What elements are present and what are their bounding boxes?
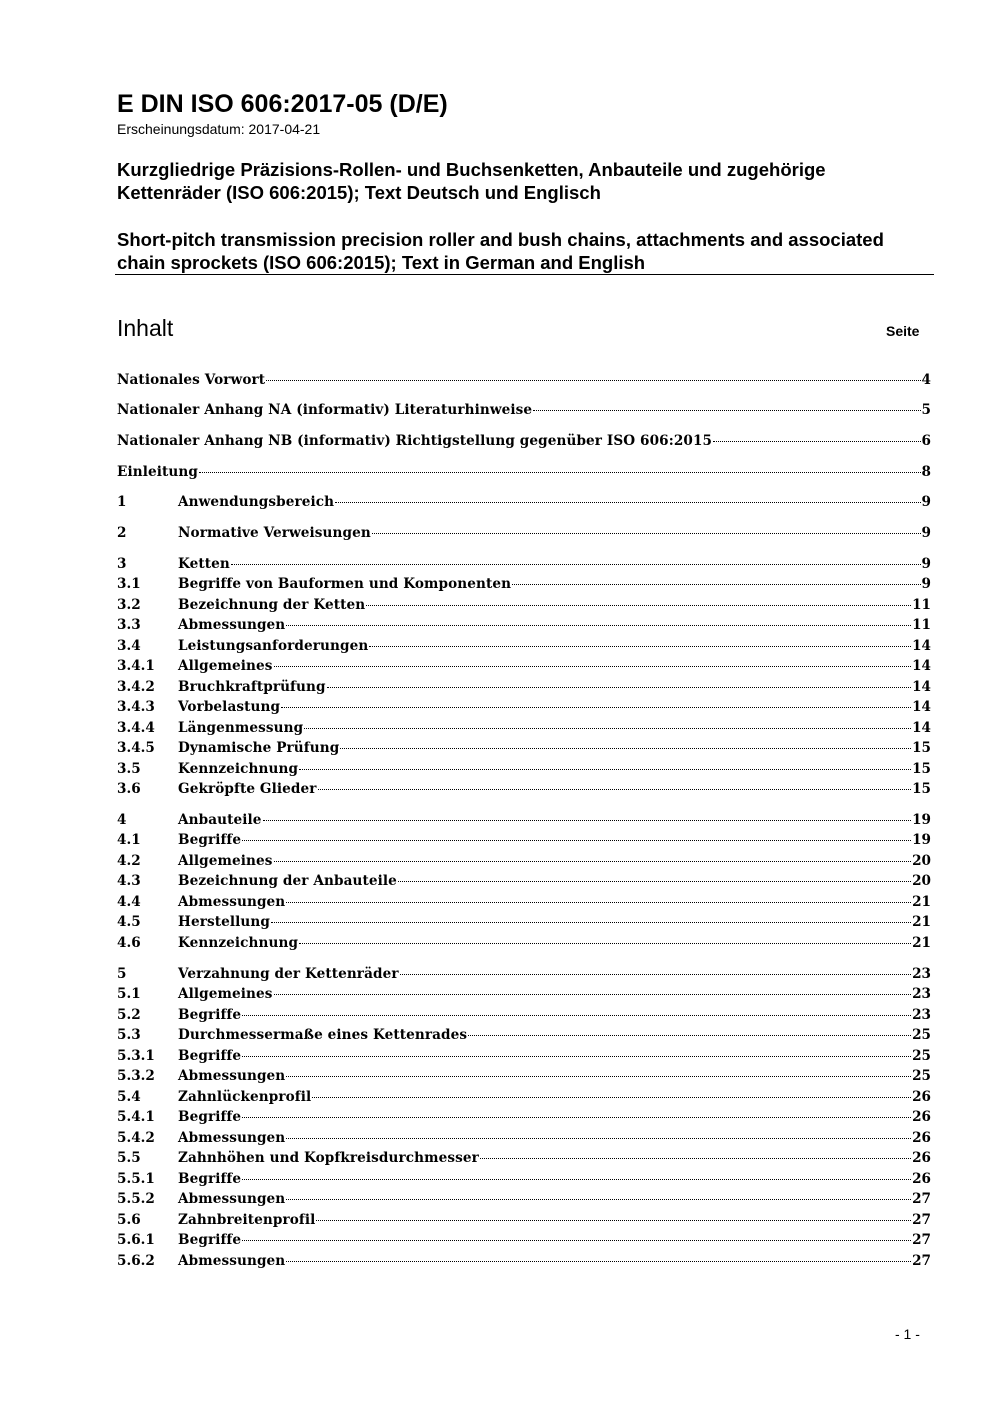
toc-entry-page: 25 — [912, 1027, 931, 1043]
toc-entry-number: 3.4.3 — [117, 699, 155, 715]
toc-entry[interactable] — [117, 1107, 931, 1127]
toc-dot-leader — [318, 789, 912, 790]
toc-dot-leader — [286, 1199, 911, 1200]
toc-entry-title: Nationaler Anhang NA (informativ) Literaturhinweise — [117, 402, 533, 418]
toc-entry-title: Abmessungen — [178, 1068, 286, 1084]
toc-entry[interactable] — [117, 851, 931, 871]
toc-entry-title: Durchmessermaße eines Kettenrades — [178, 1027, 468, 1043]
toc-entry[interactable] — [117, 677, 931, 697]
toc-entry[interactable] — [117, 779, 931, 799]
toc-dot-leader — [274, 994, 912, 995]
toc-entry-title: Dynamische Prüfung — [178, 740, 340, 756]
toc-dot-leader — [274, 861, 912, 862]
toc-entry-title: Abmessungen — [178, 894, 286, 910]
toc-entry-number: 5.6 — [117, 1212, 141, 1228]
toc-entry-title: Bezeichnung der Ketten — [178, 597, 366, 613]
toc-entry[interactable] — [117, 1066, 931, 1086]
toc-entry-number: 3.2 — [117, 597, 141, 613]
toc-entry-page: 21 — [912, 894, 931, 910]
toc-entry-title: Abmessungen — [178, 1130, 286, 1146]
toc-entry[interactable] — [117, 574, 931, 594]
toc-dot-leader — [304, 728, 911, 729]
toc-dot-leader — [299, 943, 911, 944]
toc-entry-page: 14 — [912, 658, 931, 674]
toc-entry[interactable] — [117, 1025, 931, 1045]
toc-entry-title: Bruchkraftprüfung — [178, 679, 326, 695]
toc-dot-leader — [340, 748, 911, 749]
toc-entry-title: Bezeichnung der Anbauteile — [178, 873, 397, 889]
toc-entry[interactable] — [117, 431, 931, 451]
toc-entry-title: Leistungsanforderungen — [178, 638, 369, 654]
toc-entry[interactable] — [117, 984, 931, 1004]
toc-entry-number: 4 — [117, 812, 127, 828]
toc-entry[interactable] — [117, 492, 931, 512]
title-german: Kurzgliedrige Präzisions-Rollen- und Buchsenketten, Anbauteile und zugehörige Kettenräder (ISO 606:2015); Text Deutsch und Englisch — [117, 159, 826, 203]
toc-entry[interactable] — [117, 523, 931, 543]
toc-entry[interactable] — [117, 1128, 931, 1148]
toc-entry-page: 20 — [912, 853, 931, 869]
toc-dot-leader — [274, 666, 912, 667]
toc-entry-number: 3 — [117, 556, 127, 572]
toc-entry-page: 15 — [912, 740, 931, 756]
toc-entry[interactable] — [117, 1189, 931, 1209]
toc-entry-page: 26 — [912, 1150, 931, 1166]
toc-entry[interactable] — [117, 697, 931, 717]
toc-entry-page: 20 — [912, 873, 931, 889]
toc-entry[interactable] — [117, 400, 931, 420]
toc-entry[interactable] — [117, 1210, 931, 1230]
toc-entry-page: 11 — [912, 617, 931, 633]
toc-dot-leader — [286, 625, 911, 626]
toc-entry[interactable] — [117, 871, 931, 891]
toc-entry[interactable] — [117, 830, 931, 850]
toc-entry-number: 4.6 — [117, 935, 141, 951]
toc-entry-title: Nationales Vorwort — [117, 372, 266, 388]
toc-entry-page: 19 — [912, 812, 931, 828]
toc-dot-leader — [263, 820, 912, 821]
toc-entry-title: Begriffe — [178, 1232, 242, 1248]
toc-entry-title: Normative Verweisungen — [178, 525, 371, 541]
toc-entry-page: 26 — [912, 1089, 931, 1105]
toc-entry-number: 3.5 — [117, 761, 141, 777]
toc-entry-title: Begriffe — [178, 1109, 242, 1125]
toc-entry-page: 8 — [921, 464, 931, 480]
toc-entry-title: Abmessungen — [178, 1253, 286, 1269]
toc-entry-page: 23 — [912, 1007, 931, 1023]
toc-entry-title: Abmessungen — [178, 1191, 286, 1207]
toc-entry-number: 1 — [117, 494, 127, 510]
toc-dot-leader — [242, 1015, 911, 1016]
toc-entry-number: 3.4.5 — [117, 740, 155, 756]
toc-dot-leader — [266, 380, 920, 381]
toc-entry-title: Nationaler Anhang NB (informativ) Richtigstellung gegenüber ISO 606:2015 — [117, 433, 713, 449]
toc-entry[interactable] — [117, 370, 931, 390]
toc-entry-page: 14 — [912, 638, 931, 654]
toc-heading: Inhalt — [117, 315, 174, 341]
toc-dot-leader — [242, 1240, 911, 1241]
toc-dot-leader — [713, 441, 920, 442]
toc-page-column-label: Seite — [886, 323, 920, 339]
toc-entry-number: 5.3.2 — [117, 1068, 155, 1084]
toc-entry-number: 5 — [117, 966, 127, 982]
toc-entry[interactable] — [117, 1230, 931, 1250]
document-id: E DIN ISO 606:2017-05 (D/E) — [117, 90, 448, 118]
toc-dot-leader — [299, 769, 911, 770]
publication-date: Erscheinungsdatum: 2017-04-21 — [117, 121, 321, 137]
toc-entry-number: 5.5.2 — [117, 1191, 155, 1207]
toc-entry-page: 15 — [912, 781, 931, 797]
toc-entry-page: 27 — [912, 1232, 931, 1248]
toc-entry[interactable] — [117, 554, 931, 574]
toc-entry[interactable] — [117, 1251, 931, 1271]
toc-entry-number: 3.1 — [117, 576, 141, 592]
toc-dot-leader — [286, 1261, 911, 1262]
toc-entry[interactable] — [117, 912, 931, 932]
toc-entry-title: Längenmessung — [178, 720, 304, 736]
toc-dot-leader — [480, 1158, 911, 1159]
toc-entry-title: Gekröpfte Glieder — [178, 781, 317, 797]
toc-dot-leader — [335, 502, 920, 503]
toc-dot-leader — [533, 410, 920, 411]
toc-entry-number: 5.6.1 — [117, 1232, 155, 1248]
toc-entry[interactable] — [117, 892, 931, 912]
toc-entry-number: 5.3.1 — [117, 1048, 155, 1064]
toc-entry-title: Allgemeines — [178, 658, 273, 674]
toc-entry-title: Zahnlückenprofil — [178, 1089, 312, 1105]
toc-entry-page: 23 — [912, 986, 931, 1002]
toc-entry-page: 26 — [912, 1109, 931, 1125]
toc-entry-number: 3.4.1 — [117, 658, 155, 674]
toc-entry-page: 9 — [921, 576, 931, 592]
toc-entry-title: Zahnhöhen und Kopfkreisdurchmesser — [178, 1150, 479, 1166]
toc-dot-leader — [271, 922, 911, 923]
toc-entry-title: Begriffe — [178, 1007, 242, 1023]
toc-entry[interactable] — [117, 964, 931, 984]
toc-entry-page: 23 — [912, 966, 931, 982]
toc-entry-number: 5.5.1 — [117, 1171, 155, 1187]
toc-dot-leader — [281, 707, 911, 708]
footer-page-number: - 1 - — [895, 1326, 920, 1342]
toc-entry[interactable] — [117, 1046, 931, 1066]
toc-entry-number: 5.1 — [117, 986, 141, 1002]
toc-entry-page: 9 — [921, 556, 931, 572]
toc-entry-page: 9 — [921, 525, 931, 541]
toc-entry-number: 5.3 — [117, 1027, 141, 1043]
toc-dot-leader — [286, 1076, 911, 1077]
toc-entry-page: 14 — [912, 679, 931, 695]
toc-entry-title: Ketten — [178, 556, 230, 572]
toc-dot-leader — [398, 881, 911, 882]
toc-entry-number: 3.4 — [117, 638, 141, 654]
toc-entry-number: 5.4 — [117, 1089, 141, 1105]
toc-entry-number: 5.5 — [117, 1150, 141, 1166]
toc-entry-page: 14 — [912, 720, 931, 736]
toc-entry[interactable] — [117, 738, 931, 758]
toc-entry[interactable] — [117, 810, 931, 830]
toc-entry-number: 3.4.4 — [117, 720, 155, 736]
toc-entry[interactable] — [117, 636, 931, 656]
toc-entry-title: Einleitung — [117, 464, 198, 480]
toc-dot-leader — [400, 974, 911, 975]
toc-entry-title: Anbauteile — [178, 812, 262, 828]
toc-entry-number: 4.1 — [117, 832, 141, 848]
toc-dot-leader — [286, 1138, 911, 1139]
toc-entry-number: 4.2 — [117, 853, 141, 869]
toc-entry-title: Begriffe — [178, 1048, 242, 1064]
toc-entry-title: Kennzeichnung — [178, 761, 299, 777]
toc-entry-number: 2 — [117, 525, 127, 541]
toc-entry-page: 19 — [912, 832, 931, 848]
toc-dot-leader — [312, 1097, 911, 1098]
toc-entry-page: 11 — [912, 597, 931, 613]
toc-entry[interactable] — [117, 1169, 931, 1189]
toc-entry-title: Begriffe von Bauformen und Komponenten — [178, 576, 512, 592]
toc-entry-number: 4.5 — [117, 914, 141, 930]
toc-dot-leader — [369, 646, 911, 647]
title-english: Short-pitch transmission precision roller and bush chains, attachments and associated chain sprockets (ISO 606:2015); Text in German and English — [117, 229, 884, 273]
toc-dot-leader — [286, 902, 911, 903]
toc-entry-page: 6 — [921, 433, 931, 449]
toc-entry-title: Kennzeichnung — [178, 935, 299, 951]
toc-entry-number: 4.3 — [117, 873, 141, 889]
toc-entry[interactable] — [117, 1005, 931, 1025]
toc-entry[interactable] — [117, 462, 931, 482]
toc-entry-page: 27 — [912, 1212, 931, 1228]
toc-dot-leader — [242, 840, 911, 841]
toc-dot-leader — [327, 687, 911, 688]
toc-dot-leader — [372, 533, 921, 534]
toc-entry-title: Verzahnung der Kettenräder — [178, 966, 399, 982]
toc-entry-title: Allgemeines — [178, 853, 273, 869]
toc-dot-leader — [242, 1056, 911, 1057]
toc-entry-number: 3.4.2 — [117, 679, 155, 695]
toc-entry-number: 5.4.2 — [117, 1130, 155, 1146]
toc-entry-title: Allgemeines — [178, 986, 273, 1002]
toc-entry-title: Anwendungsbereich — [178, 494, 335, 510]
toc-entry-number: 5.6.2 — [117, 1253, 155, 1269]
toc-entry-title: Abmessungen — [178, 617, 286, 633]
toc-entry[interactable] — [117, 595, 931, 615]
toc-entry[interactable] — [117, 933, 931, 953]
toc-dot-leader — [316, 1220, 911, 1221]
toc-entry[interactable] — [117, 1087, 931, 1107]
toc-entry-page: 14 — [912, 699, 931, 715]
toc-entry[interactable] — [117, 1148, 931, 1168]
toc-entry-title: Vorbelastung — [178, 699, 281, 715]
toc-entry-page: 27 — [912, 1191, 931, 1207]
toc-entry[interactable] — [117, 759, 931, 779]
toc-entry-page: 26 — [912, 1130, 931, 1146]
toc-entry-number: 4.4 — [117, 894, 141, 910]
toc-entry-page: 5 — [921, 402, 931, 418]
toc-entry-page: 21 — [912, 914, 931, 930]
toc-entry-number: 3.3 — [117, 617, 141, 633]
toc-entry-title: Zahnbreitenprofil — [178, 1212, 316, 1228]
toc-dot-leader — [366, 605, 911, 606]
toc-entry-page: 15 — [912, 761, 931, 777]
toc-entry-page: 9 — [921, 494, 931, 510]
toc-entry-title: Begriffe — [178, 832, 242, 848]
toc-entry-number: 3.6 — [117, 781, 141, 797]
toc-dot-leader — [242, 1117, 911, 1118]
toc-entry-page: 25 — [912, 1048, 931, 1064]
toc-entry-page: 21 — [912, 935, 931, 951]
toc-entry-number: 5.2 — [117, 1007, 141, 1023]
toc-dot-leader — [512, 584, 920, 585]
toc-dot-leader — [242, 1179, 911, 1180]
toc-entry-title: Herstellung — [178, 914, 270, 930]
toc-entry[interactable] — [117, 615, 931, 635]
toc-entry-page: 27 — [912, 1253, 931, 1269]
toc-dot-leader — [199, 472, 921, 473]
title-divider — [115, 274, 934, 275]
toc-entry-page: 25 — [912, 1068, 931, 1084]
toc-dot-leader — [468, 1035, 911, 1036]
toc-entry-page: 26 — [912, 1171, 931, 1187]
toc-entry[interactable] — [117, 718, 931, 738]
toc-entry-page: 4 — [921, 372, 931, 388]
toc-entry-title: Begriffe — [178, 1171, 242, 1187]
toc-dot-leader — [231, 564, 921, 565]
toc-entry-number: 5.4.1 — [117, 1109, 155, 1125]
toc-entry[interactable] — [117, 656, 931, 676]
